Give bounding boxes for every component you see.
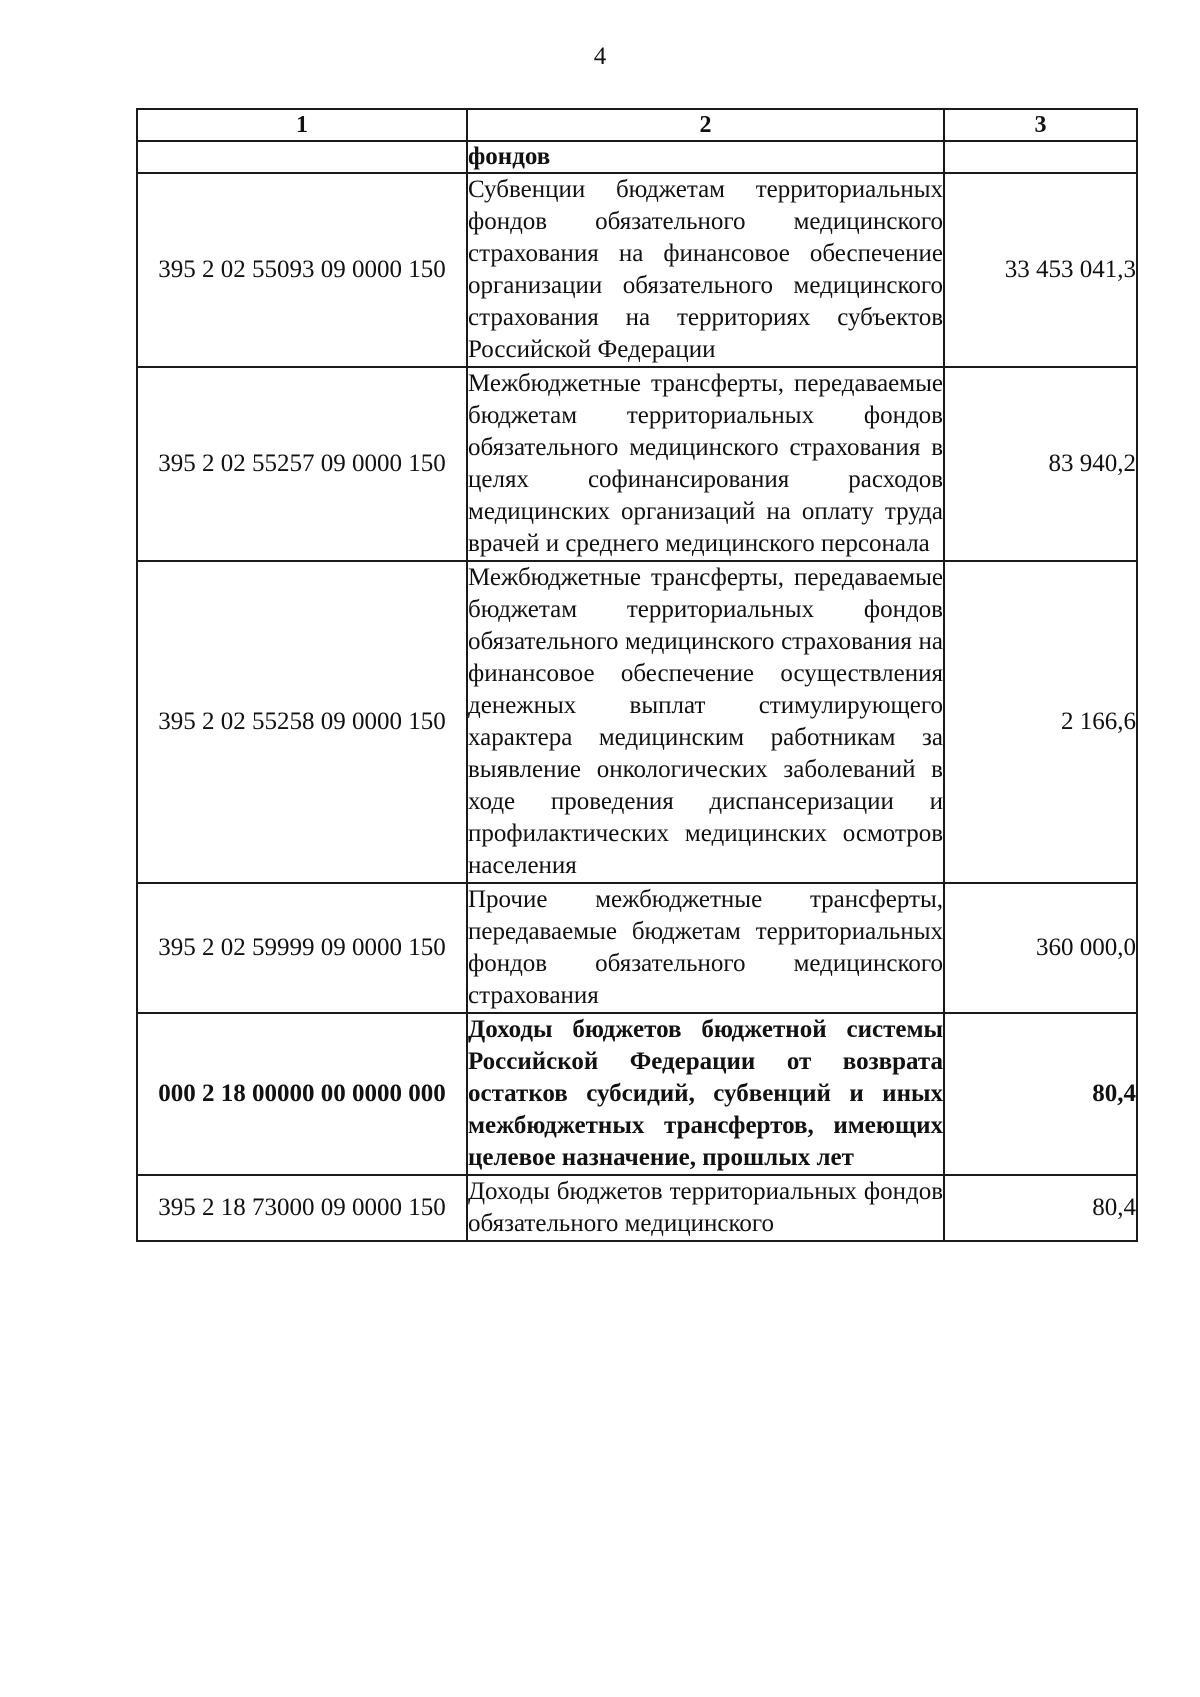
table-row	[137, 1013, 1137, 1175]
table-row	[137, 173, 1137, 367]
budget-code-cell	[137, 141, 467, 173]
amount-cell: 2 166,6	[944, 561, 1137, 883]
amount-cell	[944, 141, 1137, 173]
budget-code-cell: 000 2 18 00000 00 0000 000	[137, 1013, 467, 1175]
table-header	[137, 109, 1137, 141]
description-text: Прочие межбюджетные трансферты, передаваемые бюджетам территориальных фондов обязательного медицинского страхования	[468, 886, 943, 1009]
header-col-3: 3	[944, 109, 1137, 141]
budget-code-cell: 395 2 18 73000 09 0000 150	[137, 1175, 467, 1241]
table-row	[137, 1175, 1137, 1241]
description-text: Межбюджетные трансферты, передаваемые бюджетам территориальных фондов обязательного медицинского страхования в целях софинансирования расходов медицинских организаций на оплату труда врачей и среднего медицинского персонала	[468, 370, 943, 557]
table-row	[137, 883, 1137, 1013]
description-cell	[467, 173, 944, 367]
budget-code-cell: 395 2 02 55257 09 0000 150	[137, 367, 467, 561]
header-col-2: 2	[467, 109, 944, 141]
amount-cell: 83 940,2	[944, 367, 1137, 561]
description-cell	[467, 1013, 944, 1175]
budget-code-cell: 395 2 02 55093 09 0000 150	[137, 173, 467, 367]
description-cell	[467, 367, 944, 561]
amount-cell: 360 000,0	[944, 883, 1137, 1013]
table-row	[137, 367, 1137, 561]
description-text: фондов	[468, 143, 551, 170]
description-text: Доходы бюджетов территориальных фондов обязательного медицинского	[468, 1178, 943, 1237]
header-row	[137, 109, 1137, 141]
amount-cell: 80,4	[944, 1013, 1137, 1175]
table-row	[137, 141, 1137, 173]
description-text: Межбюджетные трансферты, передаваемые бюджетам территориальных фондов обязательного медицинского страхования на финансовое обеспечение осуществления денежных выплат стимулирующего характера медицинским работникам за выявление онкологических заболеваний в ходе проведения диспансеризации и профилактических медицинских осмотров населения	[468, 564, 943, 879]
budget-revenue-table	[136, 108, 1138, 1242]
page-number: 4	[593, 43, 607, 70]
description-cell	[467, 141, 944, 173]
amount-cell: 80,4	[944, 1175, 1137, 1241]
description-cell	[467, 561, 944, 883]
description-text: Доходы бюджетов бюджетной системы Российской Федерации от возврата остатков субсидий, субвенций и иных межбюджетных трансфертов, имеющих целевое назначение, прошлых лет	[468, 1016, 943, 1171]
header-col-1: 1	[137, 109, 467, 141]
budget-code-cell: 395 2 02 59999 09 0000 150	[137, 883, 467, 1013]
description-text: Субвенции бюджетам территориальных фондов обязательного медицинского страхования на финансовое обеспечение организации обязательного медицинского страхования на территориях субъектов Российской Федерации	[468, 176, 943, 363]
description-cell	[467, 883, 944, 1013]
description-cell	[467, 1175, 944, 1241]
amount-cell: 33 453 041,3	[944, 173, 1137, 367]
table-row	[137, 561, 1137, 883]
table-body	[137, 141, 1137, 1241]
budget-code-cell: 395 2 02 55258 09 0000 150	[137, 561, 467, 883]
